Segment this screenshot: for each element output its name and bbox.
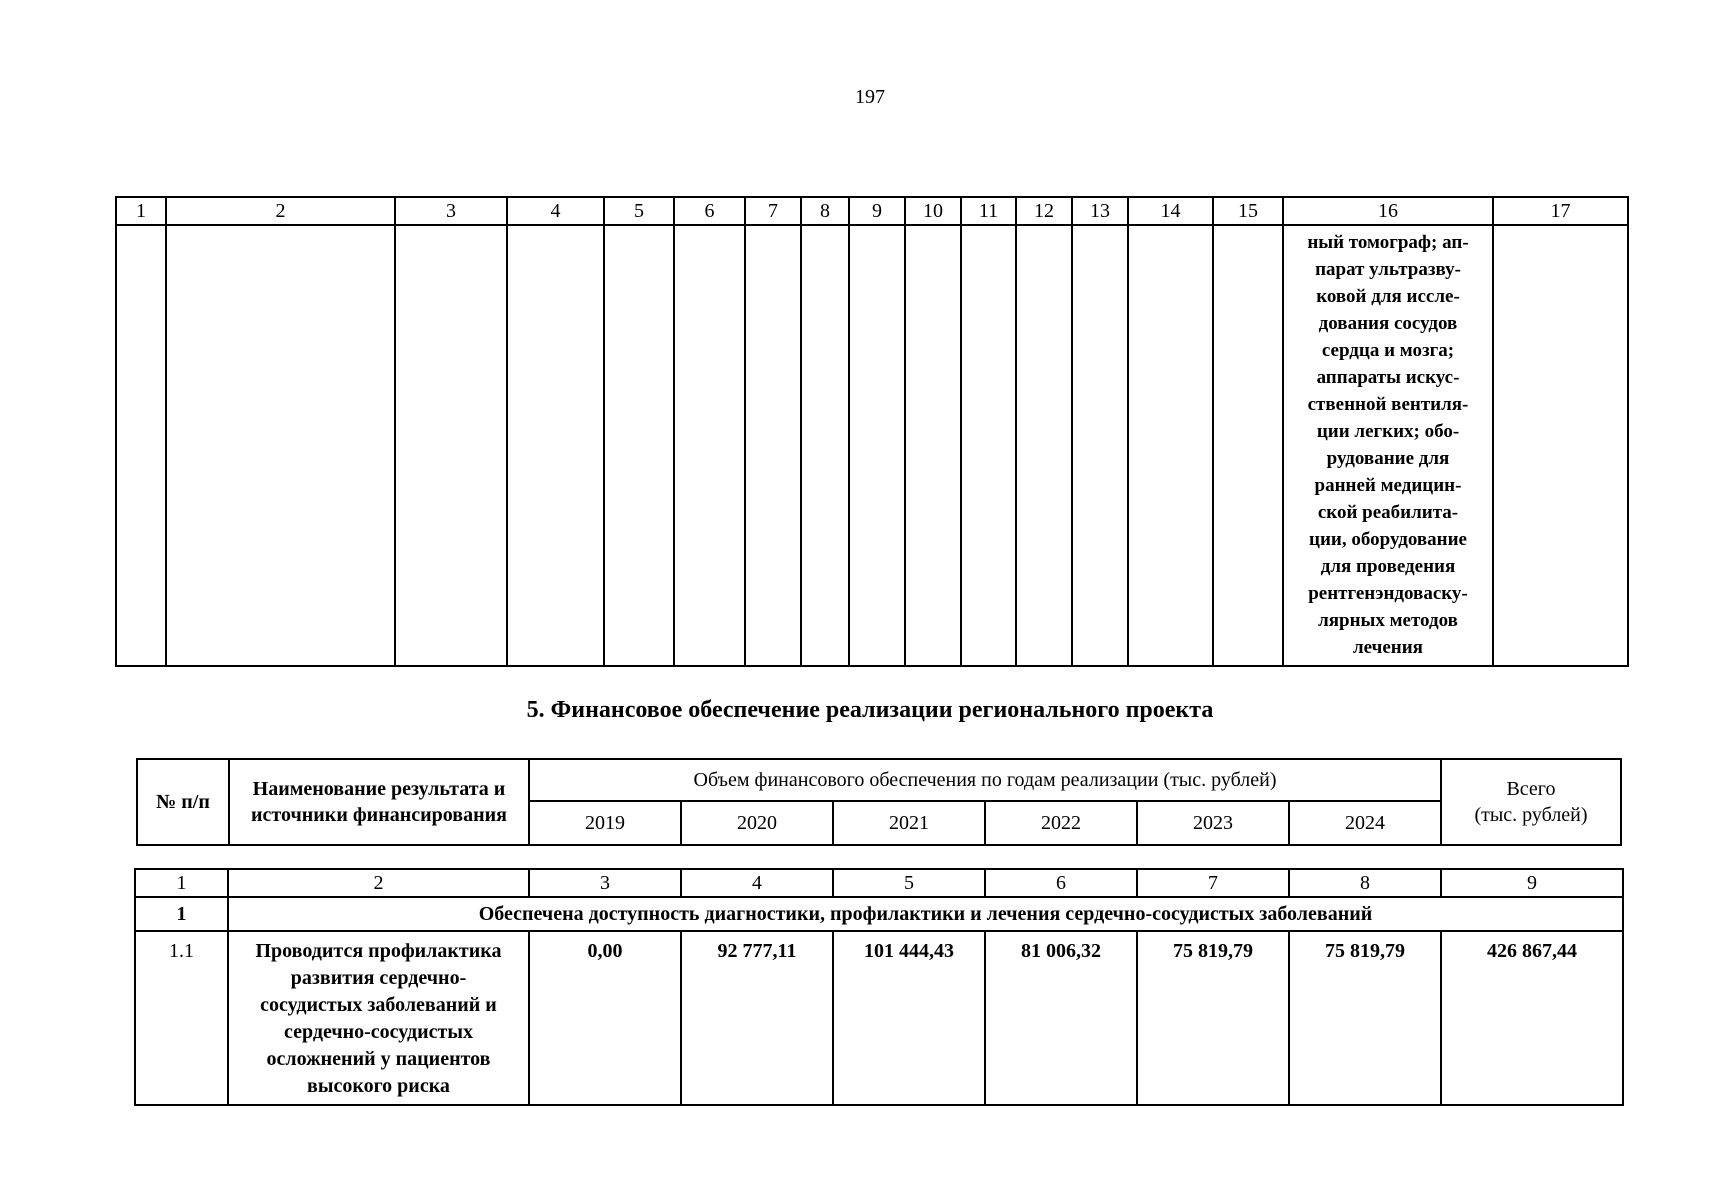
column-number-row (135, 869, 1623, 897)
text-line: ный томограф; ап- (1307, 232, 1469, 253)
year-value: 75 819,79 (1289, 931, 1441, 1105)
col-number: 5 (833, 869, 985, 897)
text-line: сердца и мозга; (1321, 340, 1455, 361)
year-header: 2020 (681, 801, 833, 845)
col-number: 15 (1213, 197, 1283, 225)
continuation-row (116, 225, 1628, 666)
total-header-line: (тыс. рублей) (1474, 804, 1588, 826)
text-line: ской реабилита- (1317, 502, 1459, 523)
table-cell (961, 225, 1016, 666)
section-title: 5. Финансовое обеспечение реализации регионального проекта (526, 697, 1214, 723)
col-number: 9 (849, 197, 905, 225)
finance-header-table (136, 758, 1622, 846)
text-line: лечения (1353, 637, 1423, 658)
name-header-line: Наименование результата и (252, 778, 506, 800)
col-number: 4 (507, 197, 604, 225)
text-line: рудование для (1326, 448, 1450, 469)
text-line: аппараты искус- (1316, 367, 1460, 388)
col-number: 8 (1289, 869, 1441, 897)
table-cell (1128, 225, 1213, 666)
text-line: сосудистых заболеваний и (260, 994, 497, 1016)
text-line: сердечно-сосудистых (283, 1021, 473, 1043)
col-number: 10 (905, 197, 961, 225)
year-header: 2019 (529, 801, 681, 845)
col-number: 7 (1137, 869, 1289, 897)
col-number: 17 (1493, 197, 1628, 225)
text-line: ственной вентиля- (1307, 394, 1469, 415)
year-header: 2023 (1137, 801, 1289, 845)
col-number: 9 (1441, 869, 1623, 897)
table-row (135, 931, 1623, 1105)
year-value: 101 444,43 (833, 931, 985, 1105)
col-number: 4 (681, 869, 833, 897)
equipment-list-cell (1283, 225, 1493, 666)
year-header: 2022 (985, 801, 1137, 845)
text-line: Проводится профилактика (255, 940, 502, 962)
group-row (135, 897, 1623, 931)
total-header-line: Всего (1506, 778, 1556, 800)
total-header (1441, 759, 1621, 845)
col-number: 2 (228, 869, 529, 897)
table-cell (604, 225, 674, 666)
table-cell (166, 225, 395, 666)
text-line: для проведения (1320, 556, 1456, 577)
col-number: 13 (1072, 197, 1128, 225)
table-cell (1493, 225, 1628, 666)
number-header: № п/п (137, 759, 229, 845)
col-number: 1 (135, 869, 228, 897)
year-value: 81 006,32 (985, 931, 1137, 1105)
table-cell (395, 225, 507, 666)
text-line: парат ультразву- (1315, 259, 1461, 280)
table-cell (849, 225, 905, 666)
name-header-line: источники финансирования (251, 804, 507, 826)
table-cell (801, 225, 849, 666)
year-header: 2024 (1289, 801, 1441, 845)
result-name (228, 931, 529, 1105)
col-number: 14 (1128, 197, 1213, 225)
col-number: 6 (674, 197, 745, 225)
year-value: 75 819,79 (1137, 931, 1289, 1105)
page-number: 197 (855, 86, 885, 108)
col-number: 3 (395, 197, 507, 225)
row-number: 1.1 (135, 931, 228, 1105)
text-line: высокого риска (307, 1075, 450, 1097)
funding-by-year-header: Объем финансового обеспечения по годам реализации (тыс. рублей) (529, 759, 1441, 801)
text-line: дования сосудов (1318, 313, 1458, 334)
name-header (229, 759, 529, 845)
table-cell (1016, 225, 1072, 666)
table-cell (507, 225, 604, 666)
table-cell (745, 225, 801, 666)
year-value: 0,00 (529, 931, 681, 1105)
col-number: 16 (1283, 197, 1493, 225)
col-number: 8 (801, 197, 849, 225)
col-number: 2 (166, 197, 395, 225)
table-cell (1072, 225, 1128, 666)
col-number: 12 (1016, 197, 1072, 225)
text-line: рентгенэндоваску- (1308, 583, 1468, 604)
table-cell (674, 225, 745, 666)
col-number: 7 (745, 197, 801, 225)
year-header: 2021 (833, 801, 985, 845)
finance-body-table (134, 868, 1624, 1106)
text-line: осложнений у пациентов (266, 1048, 491, 1070)
column-number-row (116, 197, 1628, 225)
col-number: 1 (116, 197, 166, 225)
continuation-table (115, 196, 1629, 667)
group-number: 1 (135, 897, 228, 931)
year-value: 92 777,11 (681, 931, 833, 1105)
total-value: 426 867,44 (1441, 931, 1623, 1105)
col-number: 6 (985, 869, 1137, 897)
table-cell (905, 225, 961, 666)
table-cell (1213, 225, 1283, 666)
text-line: развития сердечно- (290, 967, 467, 989)
text-line: ции, оборудование (1309, 529, 1467, 550)
col-number: 11 (961, 197, 1016, 225)
col-number: 5 (604, 197, 674, 225)
text-line: лярных методов (1318, 610, 1458, 631)
text-line: ранней медицин- (1314, 475, 1462, 496)
table-cell (116, 225, 166, 666)
text-line: ковой для иссле- (1316, 286, 1460, 307)
col-number: 3 (529, 869, 681, 897)
group-title: Обеспечена доступность диагностики, профилактики и лечения сердечно-сосудистых заболеваний (228, 897, 1623, 931)
text-line: ции легких; обо- (1316, 421, 1460, 442)
